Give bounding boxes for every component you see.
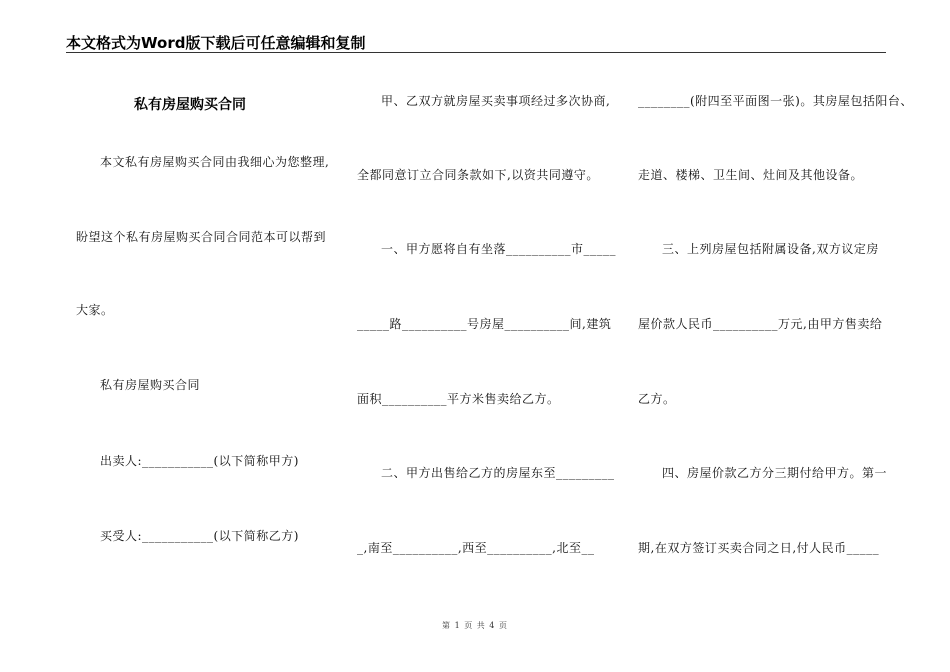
col2-line-6: 二、甲方出售给乙方的房屋东至_________ bbox=[381, 466, 615, 480]
col3-line-3: 三、上列房屋包括附属设备,双方议定房 bbox=[662, 242, 879, 256]
col1-line-6: 买受人:___________(以下简称乙方) bbox=[100, 529, 299, 543]
col1-line-4: 私有房屋购买合同 bbox=[100, 378, 201, 392]
col3-line-4: 屋价款人民币__________万元,由甲方售卖给 bbox=[638, 317, 883, 331]
col3-line-2: 走道、楼梯、卫生间、灶间及其他设备。 bbox=[638, 168, 864, 182]
col3-line-1: ________(附四至平面图一张)。其房屋包括阳台、 bbox=[638, 94, 913, 108]
col3-line-6: 四、房屋价款乙方分三期付给甲方。第一 bbox=[662, 466, 888, 480]
document-title: 私有房屋购买合同 bbox=[134, 97, 246, 113]
page-footer: 第 1 页 共 4 页 bbox=[442, 621, 508, 630]
col1-line-5: 出卖人:___________(以下简称甲方) bbox=[100, 454, 299, 468]
col3-line-5: 乙方。 bbox=[638, 392, 676, 406]
col2-line-7: _,南至__________,西至__________,北至__ bbox=[357, 541, 595, 555]
header-divider bbox=[66, 52, 886, 53]
col2-line-3: 一、甲方愿将自有坐落__________市_____ bbox=[381, 242, 617, 256]
col2-line-4: _____路__________号房屋__________间,建筑 bbox=[357, 317, 612, 331]
col1-line-2: 盼望这个私有房屋购买合同合同范本可以帮到 bbox=[76, 230, 327, 244]
col1-line-1: 本文私有房屋购买合同由我细心为您整理, bbox=[100, 155, 330, 169]
col3-line-7: 期,在双方签订买卖合同之日,付人民币_____ bbox=[638, 541, 880, 555]
col2-line-1: 甲、乙双方就房屋买卖事项经过多次协商, bbox=[381, 94, 611, 108]
col2-line-5: 面积__________平方米售卖给乙方。 bbox=[357, 392, 560, 406]
col1-line-3: 大家。 bbox=[76, 303, 114, 317]
document-header: 本文格式为Word版下载后可任意编辑和复制 bbox=[66, 34, 366, 52]
col2-line-2: 全都同意订立合同条款如下,以资共同遵守。 bbox=[357, 168, 599, 182]
